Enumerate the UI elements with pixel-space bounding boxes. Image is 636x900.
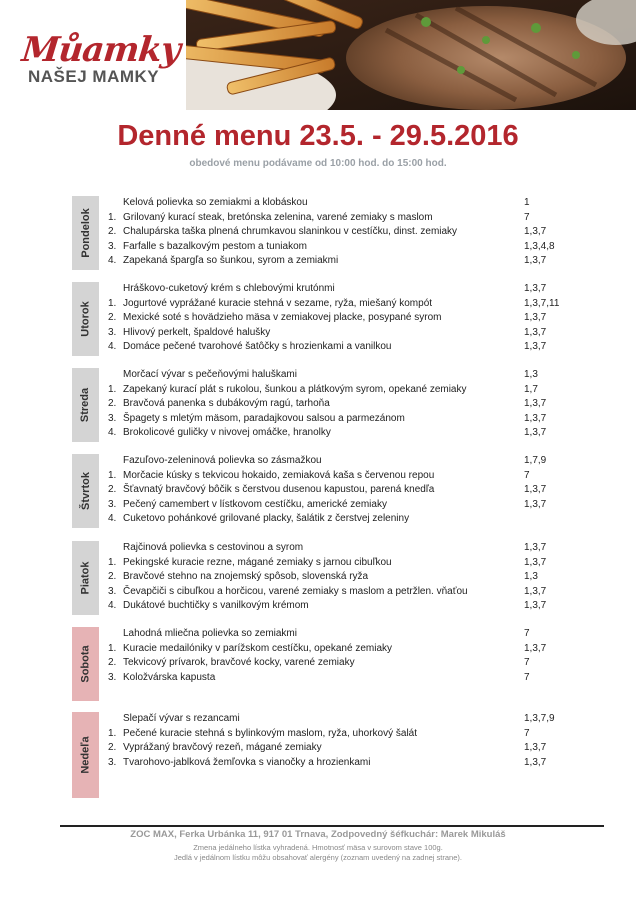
day-name: Nedeľa [79,736,92,774]
dish-name: Chalupárska taška plnená chrumkavou slaninkou v cestíčku, dinst. zemiaky [123,226,458,237]
menu-row [0,397,636,412]
menu-title: Denné menu 23.5. - 29.5.2016 [117,120,519,152]
hero-food-image [186,0,636,110]
menu-row [0,254,636,269]
footer-divider [60,825,604,827]
dish-name: Lahodná mliečna polievka so zemiakmi [123,628,297,639]
dish-name: Brokolicové guličky v nivovej omáčke, hranolky [123,427,331,438]
dish-number: 2. [108,398,117,409]
allergens: 1,3,7,9 [524,713,555,724]
menu-row [0,741,636,756]
allergens: 1,7 [524,383,538,395]
allergens: 1,3,7 [524,312,547,323]
dish-name: Zapekaná špargľa so šunkou, syrom a zemiakmi [123,255,339,266]
serving-hours: obedové menu podávame od 10:00 hod. do 15:00 hod. [189,158,447,169]
allergens: 1,3,7 [524,255,547,266]
dish-number: 2. [108,484,117,495]
menu-row [0,383,636,398]
menu-row [0,326,636,341]
allergens: 1,3,7 [524,226,547,237]
dish-name: Morčacie kúsky s tekvicou hokaido, zemiaková kaša s červenou repou [123,469,435,481]
dish-number: 1. [108,727,117,739]
dish-name: Hráškovo-cuketový krém s chlebovými krutónmi [123,283,335,294]
allergens: 1,3,7 [524,398,547,409]
menu-row [0,211,636,226]
soup-row [0,368,636,383]
dish-number: 2. [108,571,117,582]
dish-number: 3. [108,585,117,597]
allergens: 7 [524,657,530,668]
menu-row [0,426,636,441]
dish-name: Kelová polievka so zemiakmi a klobáskou [123,197,308,208]
dish-number: 1. [108,211,117,223]
menu-row [0,671,636,686]
allergens: 7 [524,671,530,683]
dish-name: Koložvárska kapusta [123,671,216,683]
allergens: 1,3 [524,369,538,380]
day-name: Piatok [79,561,92,595]
menu-row [0,412,636,427]
allergens: 1,3,7 [524,556,547,568]
allergens: 1,3,7 [524,642,547,654]
allergens: 7 [524,727,530,739]
dish-number: 1. [108,642,117,654]
dish-name: Kuracie medailóniky v parížskom cestíčku, opekané zemiaky [123,642,393,654]
allergens: 1 [524,197,530,208]
dish-name: Bravčové stehno na znojemský spôsob, slovenská ryža [123,571,369,582]
dish-name: Cuketovo pohánkové grilované placky, šalátik z čerstvej zeleniny [123,513,410,524]
menu-row [0,297,636,312]
dish-name: Grilovaný kurací steak, bretónska zelenina, varené zemiaky s maslom [123,211,433,223]
dish-name: Zapekaný kurací plát s rukolou, šunkou a plátkovým syrom, opekané zemiaky [123,383,467,395]
dish-number: 4. [108,341,117,352]
dish-name: Čevapčiči s cibuľkou a horčicou, varené zemiaky s maslom a petržlen. vňaťou [123,585,468,597]
dish-name: Špagety s mletým mäsom, paradajkovou salsou a parmezánom [123,412,405,424]
dish-name: Mexické soté s hovädzieho mäsa v zemiakovej placke, posypané syrom [123,312,442,323]
dish-name: Dukátové buchtičky s vanilkovým krémom [123,600,309,611]
allergens: 1,3,7 [524,600,547,611]
allergens: 1,3 [524,571,538,582]
menu-row [0,727,636,742]
allergens: 7 [524,628,530,639]
dish-name: Morčací vývar s pečeňovými haluškami [123,369,297,380]
allergens: 1,3,7 [524,484,547,495]
allergens: 7 [524,211,530,223]
logo-sub-text: NAŠEJ MAMKY [28,67,160,86]
menu-row [0,642,636,657]
dish-number: 1. [108,469,117,481]
dish-name: Bravčová panenka s dubákovým ragú, tarhoňa [123,398,330,409]
allergens: 1,3,7 [524,412,547,424]
dish-name: Jogurtové vyprážané kuracie stehná v sezame, ryža, miešaný kompót [123,297,433,309]
dish-name: Vyprážaný bravčový rezeň, mágané zemiaky [123,742,322,753]
dish-number: 2. [108,657,117,668]
menu-row [0,556,636,571]
dish-name: Šťavnatý bravčový bôčik s čerstvou dusenou kapustou, parená knedľa [123,484,435,495]
dish-name: Tekvicový prívarok, bravčové kocky, varené zemiaky [123,657,355,668]
menu-row [0,656,636,671]
allergens: 1,3,4,8 [524,240,555,252]
day-name: Utorok [79,301,92,337]
dish-number: 4. [108,600,117,611]
dish-number: 3. [108,240,117,252]
dish-number: 2. [108,742,117,753]
allergens: 1,7,9 [524,455,547,466]
menu-row [0,469,636,484]
dish-name: Hlivový perkelt, špaldové halušky [123,326,271,338]
allergens: 1,3,7 [524,326,547,338]
allergens: 1,3,7 [524,585,547,597]
footer-note-allergens: Jedlá v jedálnom lístku môžu obsahovať alergény (zoznam uvedený na zadnej strane). [174,853,462,862]
allergens: 1,3,7 [524,427,547,438]
dish-name: Domáce pečené tvarohové šatôčky s hrozienkami a vanilkou [123,341,392,352]
dish-name: Tvarohovo-jablková žemľovka s vianočky a hrozienkami [123,756,371,768]
soup-row [0,712,636,727]
day-name: Sobota [79,645,92,683]
allergens: 1,3,7 [524,341,547,352]
dish-number: 3. [108,498,117,510]
dish-name: Pekingské kuracie rezne, mágané zemiaky s jarnou cibuľkou [123,556,392,568]
footer-address: ZOC MAX, Ferka Urbánka 11, 917 01 Trnava, Zodpovedný šéfkuchár: Marek Mikuláš [130,829,506,840]
dish-number: 1. [108,556,117,568]
menu-row [0,570,636,585]
day-name: Streda [79,387,92,423]
dish-number: 3. [108,412,117,424]
day-name: Pondelok [79,208,92,258]
dish-number: 1. [108,383,117,395]
menu-row [0,340,636,355]
dish-number: 1. [108,297,117,309]
dish-number: 2. [108,312,117,323]
dish-number: 3. [108,326,117,338]
dish-number: 4. [108,255,117,266]
menu-row [0,585,636,600]
allergens: 1,3,7 [524,542,547,553]
allergens: 1,3,7 [524,756,547,768]
allergens: 1,3,7 [524,498,547,510]
dish-name: Rajčinová polievka s cestovinou a syrom [123,542,304,553]
dish-number: 3. [108,671,117,683]
dish-name: Pečené kuracie stehná s bylinkovým maslom, ryža, uhorkový šalát [123,727,418,739]
soup-row [0,282,636,297]
menu-row [0,512,636,527]
allergens: 7 [524,469,530,481]
dish-number: 3. [108,756,117,768]
soup-row [0,627,636,642]
dish-number: 4. [108,427,117,438]
footer-note-change: Zmena jedálneho lístka vyhradená. Hmotnosť mäsa v surovom stave 100g. [193,843,443,852]
soup-row [0,454,636,469]
restaurant-logo [19,30,187,90]
allergens: 1,3,7 [524,742,547,753]
menu-row [0,498,636,513]
soup-row [0,541,636,556]
dish-name: Fazuľovo-zeleninová polievka so zásmažkou [123,455,322,466]
menu-row [0,483,636,498]
steak-illustration [186,0,636,110]
soup-row [0,196,636,211]
menu-row [0,311,636,326]
dish-name: Pečený camembert v lístkovom cestíčku, americké zemiaky [123,498,387,510]
allergens: 1,3,7 [524,283,547,294]
menu-row [0,756,636,771]
logo-script-text: Můamky [19,30,182,70]
dish-number: 2. [108,226,117,237]
menu-row [0,240,636,255]
day-name: Štvrtok [79,472,92,510]
menu-row [0,599,636,614]
allergens: 1,3,7,11 [524,297,560,309]
dish-name: Farfalle s bazalkovým pestom a tuniakom [123,240,307,252]
menu-row [0,225,636,240]
dish-number: 4. [108,513,117,524]
dish-name: Slepačí vývar s rezancami [123,713,240,724]
